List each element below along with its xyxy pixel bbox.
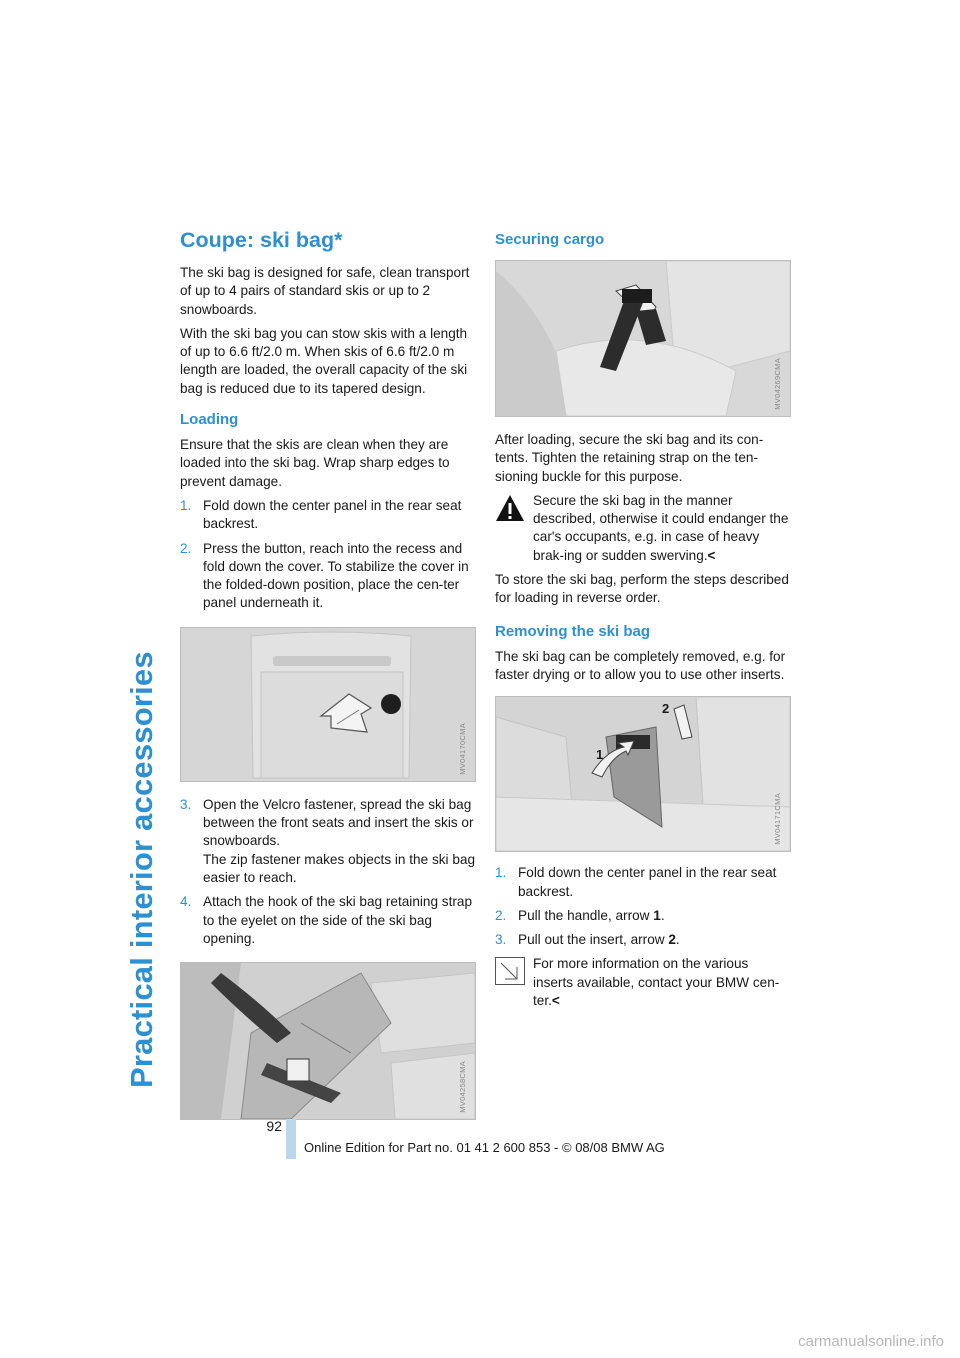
securing-paragraph: After loading, secure the ski bag and its con-tents. Tighten the retaining strap on the ten-sioning buckle for this purpose. — [495, 432, 764, 484]
warning-icon — [495, 494, 525, 522]
list-item — [495, 907, 791, 925]
info-note — [495, 955, 791, 1010]
figure-retaining-strap — [180, 962, 476, 1120]
step-text-main: Open the Velcro fastener, spread the ski bag between the front seats and insert the skis or snowboards. — [203, 796, 474, 849]
step-text: Fold down the center panel in the rear seat backrest. — [203, 497, 462, 532]
end-mark: < — [707, 547, 716, 563]
figure-code: MV04171CMA — [772, 793, 782, 846]
removing-steps — [495, 864, 791, 949]
step-number: 1. — [495, 865, 507, 881]
center-panel-illustration — [181, 628, 475, 781]
step-number: 1. — [180, 497, 192, 513]
list-item — [180, 796, 476, 887]
step-text-post: . — [660, 907, 665, 923]
end-mark: < — [551, 993, 560, 1009]
footer-bar — [286, 1119, 296, 1159]
step-number: 4. — [180, 894, 192, 910]
step-text-pre: Pull out the insert, arrow — [518, 932, 669, 948]
loading-paragraph: Ensure that the skis are clean when they are loaded into the ski bag. Wrap sharp edges to prevent damage. — [180, 437, 450, 489]
step-number: 2. — [495, 907, 507, 923]
arrow-label-2: 2 — [662, 701, 670, 717]
list-item — [495, 864, 791, 901]
arrow-ref: 2 — [668, 932, 676, 948]
right-column — [495, 230, 791, 1016]
info-text: For more information on the various inserts available, contact your BMW cen-ter. — [533, 956, 780, 1009]
step-number: 3. — [495, 932, 507, 948]
list-item — [495, 931, 791, 949]
intro-paragraph-2: With the ski bag you can stow skis with a length of up to 6.6 ft/2.0 m. When skis of 6.6 ft/2.0 m length are loaded, the overall capacity of the ski bag is reduced due to its tapered design. — [180, 325, 468, 396]
step-text-post: . — [675, 932, 680, 948]
watermark: carmanualsonline.info — [798, 1333, 944, 1350]
footer-edition: Online Edition for Part no. 01 41 2 600 853 - © 08/08 BMW AG — [304, 1140, 665, 1155]
step-text: Attach the hook of the ski bag retaining strap to the eyelet on the side of the ski bag opening. — [203, 894, 473, 946]
figure-center-panel-button — [180, 627, 476, 782]
retaining-strap-illustration — [181, 963, 475, 1119]
intro-paragraph-1: The ski bag is designed for safe, clean transport of up to 4 pairs of standard skis or up to 2 snowboards. — [180, 265, 470, 317]
step-number: 2. — [180, 540, 192, 556]
loading-heading: Loading — [180, 411, 239, 429]
list-item — [180, 497, 476, 534]
remove-insert-illustration — [496, 697, 790, 851]
loading-steps-b — [180, 796, 476, 948]
removing-heading: Removing the ski bag — [495, 622, 651, 640]
section-heading: Coupe: ski bag* — [180, 228, 343, 252]
info-arrow-icon — [495, 957, 525, 985]
step-text-pre: Pull the handle, arrow — [518, 907, 654, 923]
section-side-title: Practical interior accessories — [124, 651, 159, 1088]
arrow-label-1: 1 — [596, 747, 604, 763]
figure-code: MV04258CMA — [457, 1061, 467, 1114]
figure-remove-insert — [495, 696, 791, 852]
step-number: 3. — [180, 796, 192, 812]
list-item — [180, 540, 476, 613]
figure-code: MV04170CMA — [457, 722, 467, 775]
step-text — [203, 796, 476, 887]
figure-securing-buckle — [495, 260, 791, 417]
step-text-extra: The zip fastener makes objects in the ski bag easier to reach. — [203, 851, 476, 885]
loading-steps-a — [180, 497, 476, 613]
arrow-ref: 1 — [653, 907, 661, 923]
list-item — [180, 893, 476, 948]
store-paragraph: To store the ski bag, perform the steps described for loading in reverse order. — [495, 572, 789, 606]
left-column — [180, 226, 476, 1120]
page-number: 92 — [266, 1118, 282, 1134]
figure-code: MV04269CMA — [772, 358, 782, 410]
step-text: Press the button, reach into the recess and fold down the cover. To stabilize the cover in the folded-down position, place the cen-ter panel underneath it. — [203, 540, 469, 611]
securing-heading: Securing cargo — [495, 231, 605, 248]
step-text — [518, 931, 791, 949]
warning-text: Secure the ski bag in the manner described, otherwise it could endanger the car's occupants, e.g. in case of heavy brak-ing or sudden swerving. — [533, 492, 789, 563]
step-text — [518, 907, 791, 925]
removing-paragraph: The ski bag can be completely removed, e.g. for faster drying or to allow you to use other inserts. — [495, 648, 786, 682]
securing-buckle-illustration — [496, 261, 790, 416]
warning-note — [495, 492, 791, 565]
step-text: Fold down the center panel in the rear seat backrest. — [518, 865, 777, 899]
